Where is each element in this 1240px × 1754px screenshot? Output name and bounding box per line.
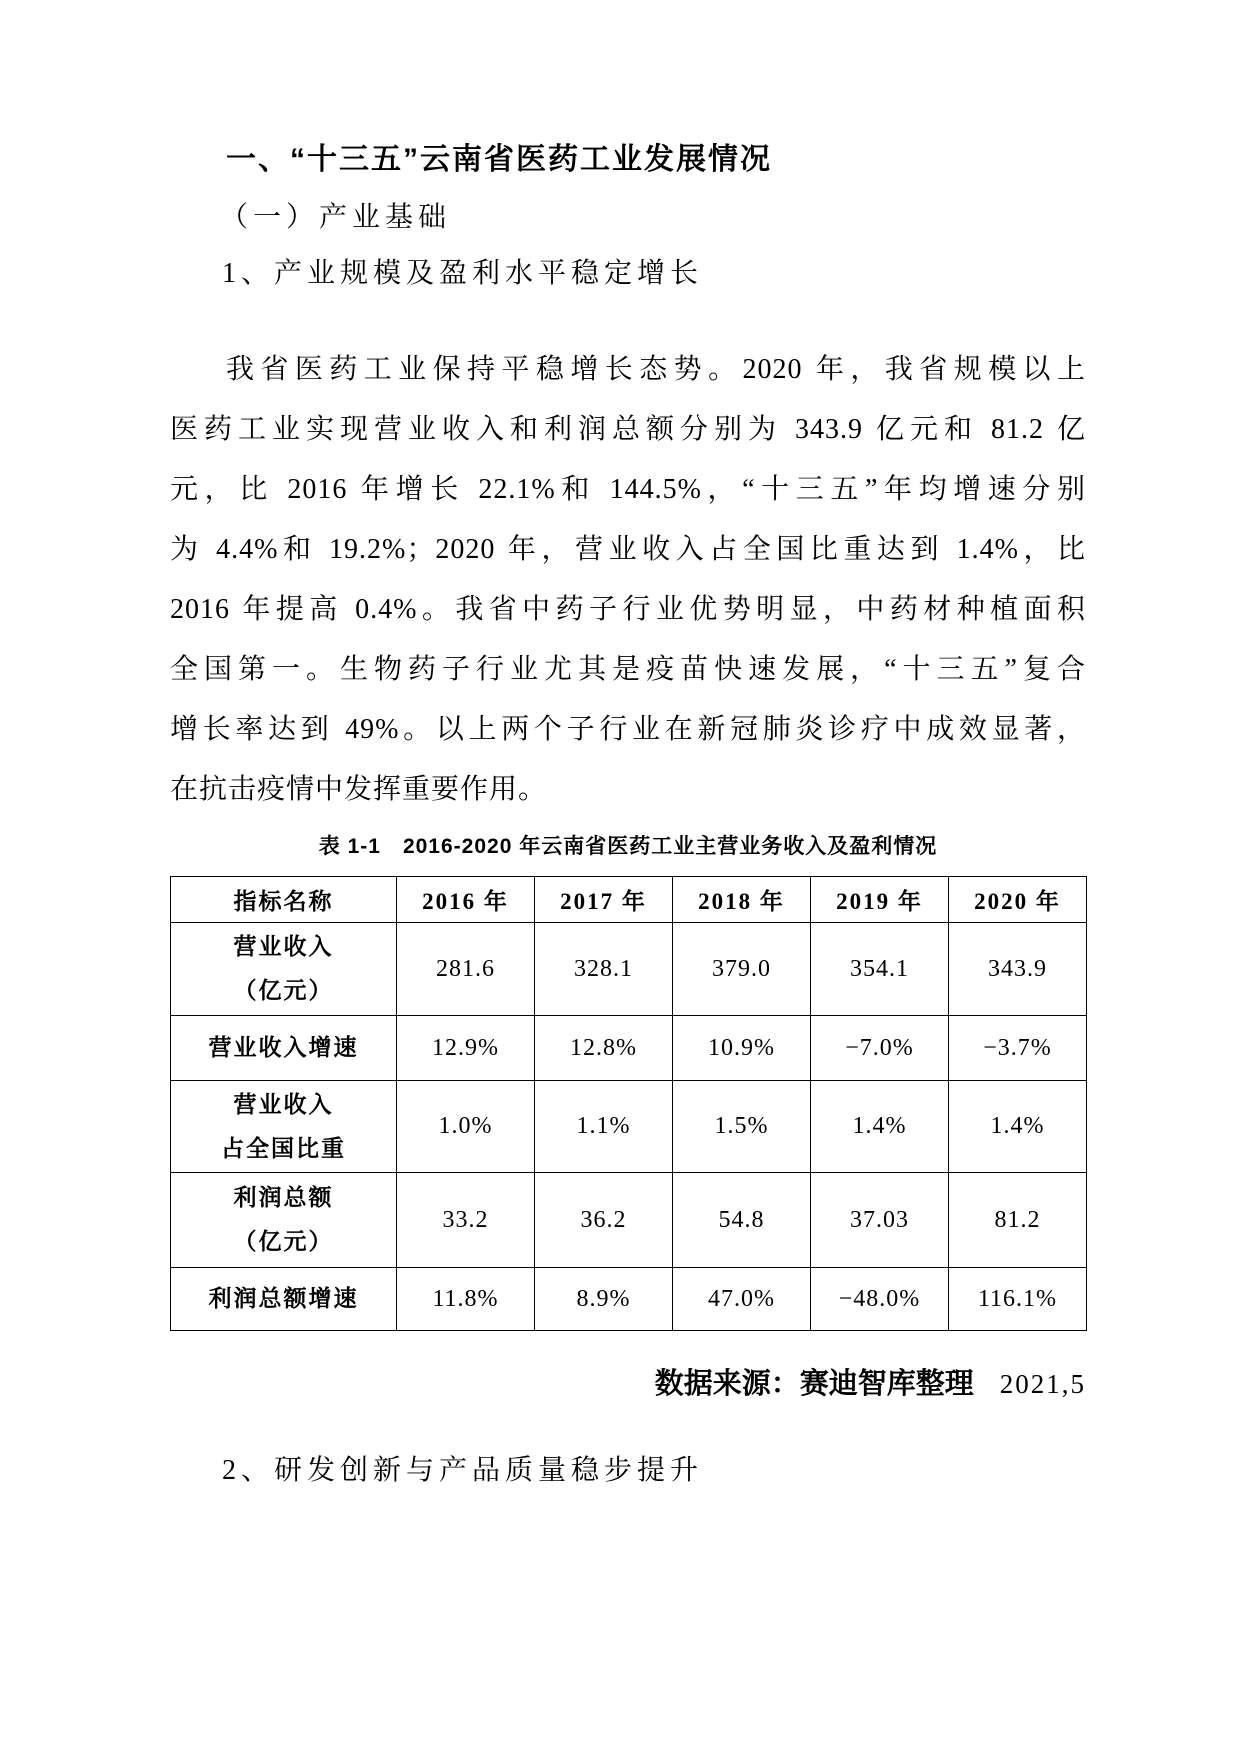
value-cell: 8.9% bbox=[535, 1268, 673, 1331]
data-source-line bbox=[170, 1363, 1086, 1405]
header-cell-2020: 2020 年 bbox=[949, 877, 1087, 923]
row-label-line: 营业收入增速 bbox=[208, 1035, 359, 1060]
paragraph-line: 为 4.4%和 19.2%；2020 年，营业收入占全国比重达到 1.4%，比 bbox=[170, 534, 1086, 565]
row-label-cell bbox=[171, 1081, 397, 1173]
row-label-line: （亿元） bbox=[233, 978, 334, 1003]
value-cell: 1.5% bbox=[673, 1081, 811, 1173]
value-cell: −7.0% bbox=[811, 1016, 949, 1081]
table-row-profit bbox=[171, 1173, 1087, 1268]
header-cell-2019: 2019 年 bbox=[811, 877, 949, 923]
value-cell: 343.9 bbox=[949, 923, 1087, 1016]
financial-table bbox=[170, 876, 1087, 1331]
value-cell: 81.2 bbox=[949, 1173, 1087, 1268]
value-cell: 1.4% bbox=[811, 1081, 949, 1173]
value-cell: 11.8% bbox=[397, 1268, 535, 1331]
row-label-line: 利润总额 bbox=[233, 1185, 334, 1210]
header-cell-2016: 2016 年 bbox=[397, 877, 535, 923]
value-cell: 47.0% bbox=[673, 1268, 811, 1331]
paragraph-line: 医药工业实现营业收入和利润总额分别为 343.9 亿元和 81.2 亿 bbox=[170, 414, 1086, 445]
value-cell: 12.8% bbox=[535, 1016, 673, 1081]
header-cell-2017: 2017 年 bbox=[535, 877, 673, 923]
row-label-cell bbox=[171, 1268, 397, 1331]
paragraph-line: 增长率达到 49%。以上两个子行业在新冠肺炎诊疗中成效显著， bbox=[170, 714, 1086, 745]
source-date: 2021,5 bbox=[999, 1369, 1086, 1399]
row-label-line: 营业收入 bbox=[233, 1091, 334, 1117]
section-heading: 一、“十三五”云南省医药工业发展情况 bbox=[226, 143, 772, 176]
subsection-heading: （一）产业基础 bbox=[220, 202, 452, 233]
table-row-revenue bbox=[171, 923, 1087, 1016]
value-cell: 33.2 bbox=[397, 1173, 535, 1268]
paragraph-line: 全国第一。生物药子行业尤其是疫苗快速发展，“十三五”复合 bbox=[170, 654, 1086, 685]
value-cell: −3.7% bbox=[949, 1016, 1087, 1081]
paragraph-line: 我省医药工业保持平稳增长态势。2020 年，我省规模以上 bbox=[226, 354, 1086, 385]
point-heading-2: 2、研发创新与产品质量稳步提升 bbox=[222, 1455, 704, 1486]
header-cell-indicator: 指标名称 bbox=[171, 877, 397, 923]
value-cell: 37.03 bbox=[811, 1173, 949, 1268]
table-row-profit-growth bbox=[171, 1268, 1087, 1331]
value-cell: 36.2 bbox=[535, 1173, 673, 1268]
value-cell: 354.1 bbox=[811, 923, 949, 1016]
source-label: 数据来源：赛迪智库整理 bbox=[654, 1368, 974, 1400]
document-content bbox=[170, 140, 1086, 1491]
row-label-cell bbox=[171, 923, 397, 1016]
paragraph-line: 2016 年提高 0.4%。我省中药子行业优势明显，中药材种植面积 bbox=[170, 594, 1086, 625]
value-cell: 1.1% bbox=[535, 1081, 673, 1173]
value-cell: 12.9% bbox=[397, 1016, 535, 1081]
row-label-line: 利润总额增速 bbox=[208, 1286, 359, 1311]
row-label-line: 占全国比重 bbox=[221, 1135, 346, 1161]
row-label-line: 营业收入 bbox=[233, 934, 334, 959]
table-row-national-share bbox=[171, 1081, 1087, 1173]
value-cell: 1.4% bbox=[949, 1081, 1087, 1173]
value-cell: −48.0% bbox=[811, 1268, 949, 1331]
point-heading-1: 1、产业规模及盈利水平稳定增长 bbox=[222, 258, 704, 289]
paragraph-line: 元，比 2016 年增长 22.1%和 144.5%，“十三五”年均增速分别 bbox=[170, 474, 1086, 505]
value-cell: 10.9% bbox=[673, 1016, 811, 1081]
table-header-row bbox=[171, 877, 1087, 923]
header-cell-2018: 2018 年 bbox=[673, 877, 811, 923]
paragraph-line: 在抗击疫情中发挥重要作用。 bbox=[170, 774, 548, 805]
table-caption: 表 1-1 2016-2020 年云南省医药工业主营业务收入及盈利情况 bbox=[318, 835, 938, 858]
value-cell: 54.8 bbox=[673, 1173, 811, 1268]
row-label-cell bbox=[171, 1016, 397, 1081]
value-cell: 328.1 bbox=[535, 923, 673, 1016]
body-paragraph bbox=[170, 340, 1086, 820]
value-cell: 281.6 bbox=[397, 923, 535, 1016]
value-cell: 116.1% bbox=[949, 1268, 1087, 1331]
table-row-revenue-growth bbox=[171, 1016, 1087, 1081]
value-cell: 379.0 bbox=[673, 923, 811, 1016]
row-label-line: （亿元） bbox=[233, 1229, 334, 1254]
value-cell: 1.0% bbox=[397, 1081, 535, 1173]
row-label-cell bbox=[171, 1173, 397, 1268]
